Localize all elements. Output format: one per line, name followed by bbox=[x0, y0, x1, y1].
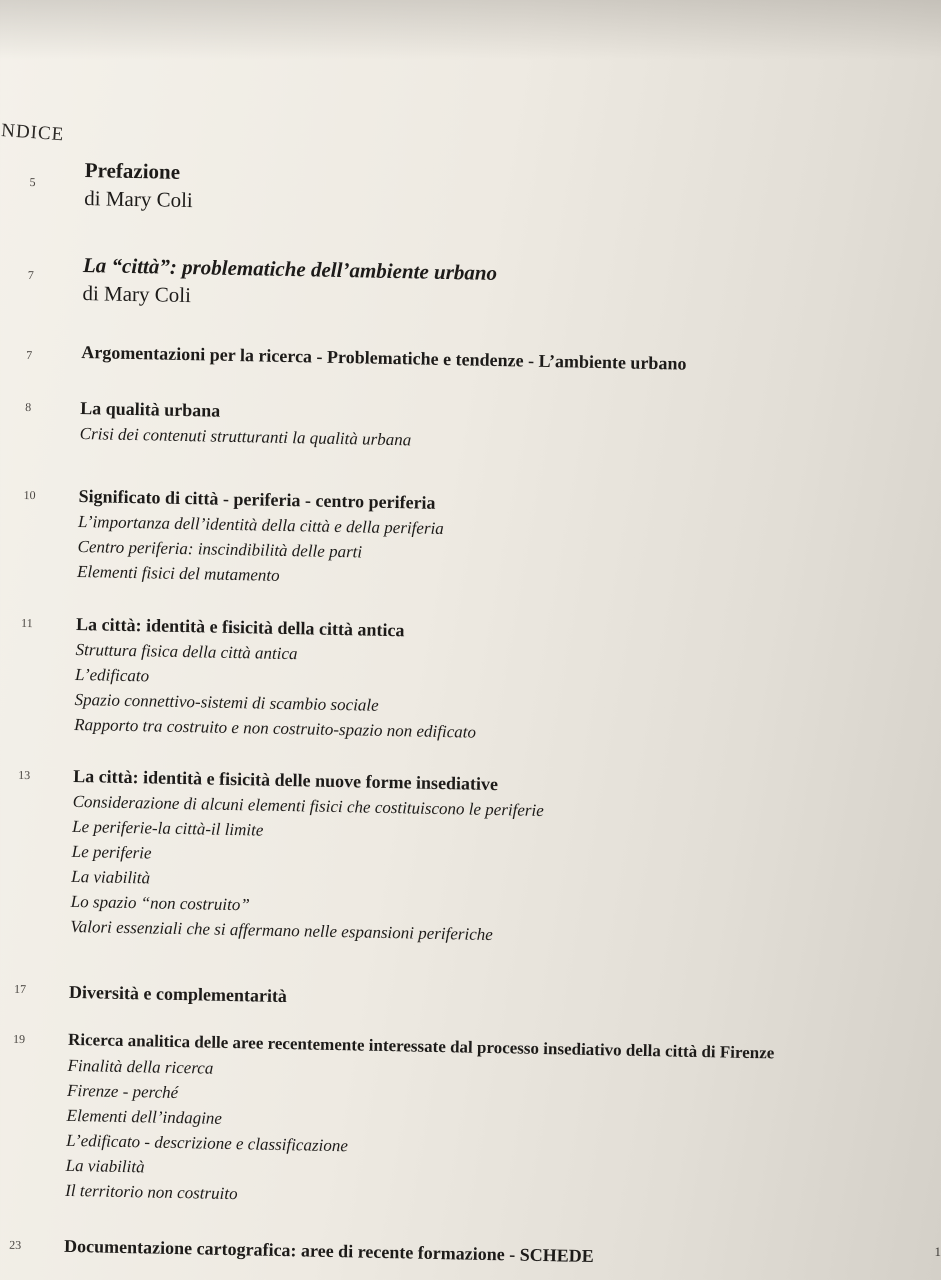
entry-block bbox=[65, 1027, 775, 1217]
entry-block bbox=[80, 395, 412, 452]
page-number: 7 bbox=[26, 347, 33, 363]
entry-title: Diversità e complementarità bbox=[68, 981, 288, 1007]
entry-subitem: La viabilità bbox=[65, 1155, 145, 1177]
corner-page-number: 1 bbox=[934, 1244, 941, 1259]
entry-subitem: Elementi fisici del mutamento bbox=[76, 561, 280, 585]
page-number: 17 bbox=[13, 981, 27, 997]
entry-block bbox=[82, 251, 497, 315]
entry-subitem: L’importanza dell’identità della città e della periferia bbox=[77, 511, 444, 539]
entry-subitem: Spazio connettivo-sistemi di scambio sociale bbox=[74, 689, 379, 715]
page-number: 19 bbox=[12, 1031, 26, 1047]
entry-subitem: Firenze - perché bbox=[66, 1080, 179, 1103]
entry-subitem: Rapporto tra costruito e non costruito-spazio non edificato bbox=[73, 714, 477, 742]
entry-title: La città: identità e fisicità della città antica bbox=[75, 613, 405, 641]
page-number: 10 bbox=[23, 487, 36, 503]
entry-subitem: Le periferie-la città-il limite bbox=[72, 816, 264, 840]
entry-block bbox=[84, 156, 194, 214]
entry-subitem: Elementi dell’indagine bbox=[66, 1105, 223, 1128]
entry-title: La “città”: problematiche dell’ambiente urbano bbox=[82, 253, 498, 285]
entry-subitem: Il territorio non costruito bbox=[65, 1180, 238, 1204]
entry-block bbox=[81, 339, 687, 377]
page-number: 5 bbox=[29, 174, 36, 190]
page-number: 8 bbox=[25, 399, 32, 415]
entry-subitem: Le periferie bbox=[71, 841, 152, 863]
entry-author: di Mary Coli bbox=[84, 186, 193, 213]
entry-block bbox=[74, 611, 478, 745]
entry-subitem: Crisi dei contenuti strutturanti la qualità urbana bbox=[79, 424, 412, 450]
entry-block bbox=[70, 763, 544, 948]
entry-subitem: Finalità della ricerca bbox=[67, 1055, 214, 1078]
page-shadow bbox=[0, 0, 941, 60]
entry-subitem: Centro periferia: inscindibilità delle parti bbox=[77, 536, 363, 562]
entry-subitem: Valori essenziali che si affermano nelle espansioni periferiche bbox=[70, 916, 493, 945]
entry-block bbox=[77, 483, 445, 591]
entry-subitem: Considerazione di alcuni elementi fisici che costituiscono le periferie bbox=[72, 791, 544, 820]
entry-subitem: L’edificato - descrizione e classificazione bbox=[66, 1130, 349, 1156]
running-head: NDICE bbox=[0, 120, 65, 146]
entry-subitem: La viabilità bbox=[71, 866, 151, 888]
entry-block bbox=[64, 1233, 594, 1269]
page-number: 11 bbox=[20, 615, 33, 631]
page-number: 13 bbox=[18, 767, 31, 783]
entry-title: Prefazione bbox=[84, 158, 181, 184]
entry-title: La città: identità e fisicità delle nuove forme insediative bbox=[72, 765, 499, 795]
entry-subitem: Struttura fisica della città antica bbox=[75, 639, 298, 664]
entry-author: di Mary Coli bbox=[82, 281, 192, 308]
entry-title: La qualità urbana bbox=[80, 398, 221, 421]
entry-subitem: Lo spazio “non costruito” bbox=[70, 891, 250, 915]
entry-block bbox=[69, 979, 287, 1009]
entry-subitem: L’edificato bbox=[74, 664, 150, 686]
entry-title: Argomentazioni per la ricerca - Problematiche e tendenze - L’ambiente urbano bbox=[81, 342, 687, 374]
page-number: 23 bbox=[9, 1237, 22, 1253]
entry-title: Documentazione cartografica: aree di recente formazione - SCHEDE bbox=[63, 1235, 594, 1267]
entry-title: Significato di città - periferia - centro periferia bbox=[78, 485, 436, 513]
entry-title: Ricerca analitica delle aree recentemente interessate dal processo insediativo della città di Firenze bbox=[67, 1029, 775, 1063]
page-number: 7 bbox=[27, 267, 34, 283]
